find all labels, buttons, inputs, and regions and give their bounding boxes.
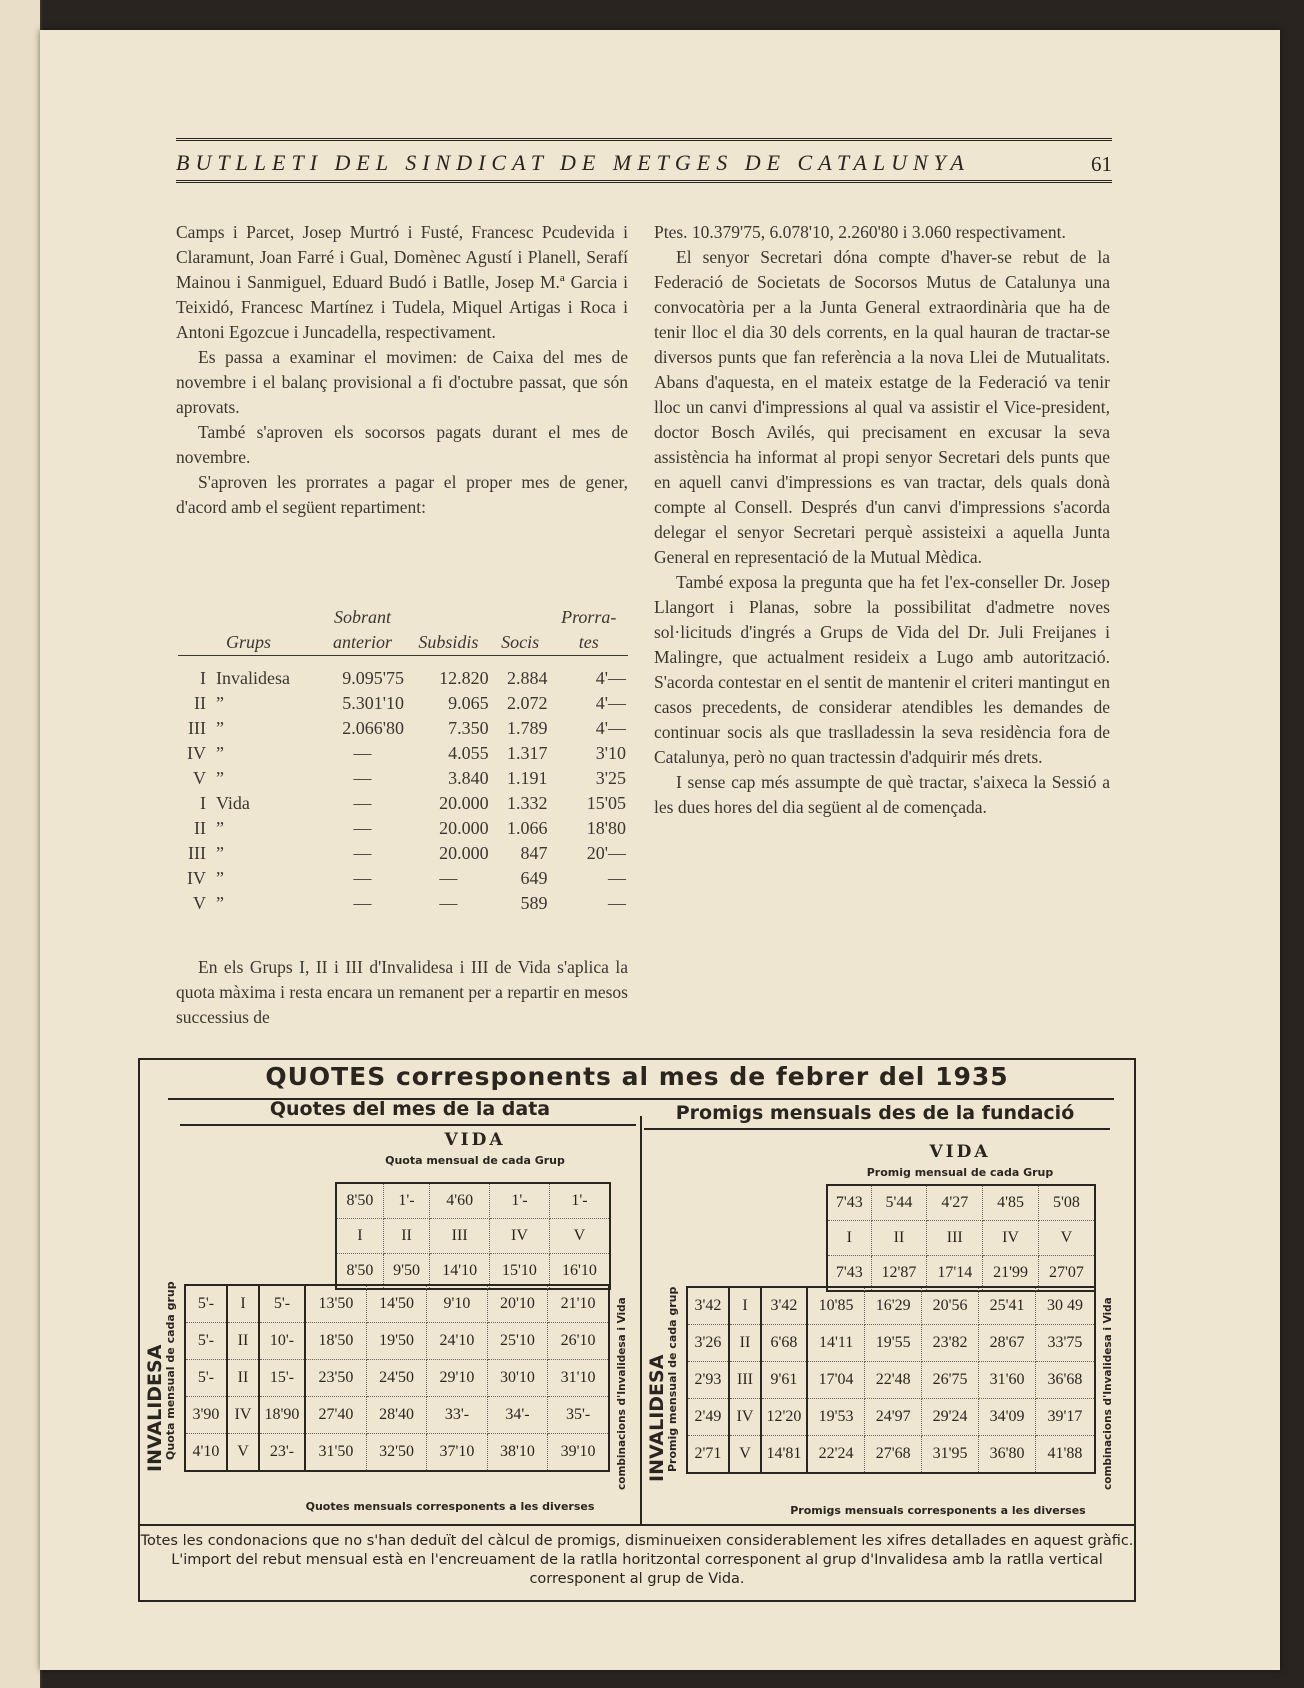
table-cell: — [353, 768, 372, 788]
table-cell: 3'10 [595, 743, 626, 763]
vida-quota-grid [826, 1184, 1096, 1292]
table-header: Socis [491, 629, 550, 656]
grid-cell: 14'81 [761, 1436, 807, 1474]
grid-cell: 7'43 [827, 1256, 871, 1292]
table-cell: 20.000 [439, 843, 489, 863]
grid-cell: 13'50 [305, 1285, 366, 1323]
grid-cell: 14'11 [807, 1325, 865, 1362]
table-row [178, 691, 628, 716]
table-header: Grups [178, 629, 319, 656]
note: Totes les condonacions que no s'han deduït del càlcul de promigs, disminueixen considerablement les xifres detallades en aquest gràfic. [140, 1533, 1134, 1549]
table-cell: ” [216, 868, 224, 888]
paragraph: I sense cap més assumpte de què tractar, s'aixeca la Sessió a les dues hores del dia següent al de començada. [654, 772, 1110, 817]
grid-cell: IV [729, 1399, 761, 1436]
table-cell: ” [216, 843, 224, 863]
grid-cell: 14'10 [430, 1254, 490, 1290]
grid-cell: 28'67 [979, 1325, 1036, 1362]
table-header [178, 605, 319, 629]
grid-cell: 27'40 [305, 1397, 366, 1434]
grid-cell: 36'80 [979, 1436, 1036, 1474]
table-cell: IV [187, 868, 206, 888]
grid-cell: 31'95 [922, 1436, 979, 1474]
table-cell: 12.820 [439, 668, 489, 688]
table-cell: 20.000 [439, 793, 489, 813]
grid-cell: II [227, 1323, 259, 1360]
grid-cell: 9'10 [427, 1285, 487, 1323]
table-cell: 2.072 [507, 693, 548, 713]
table-cell: — [439, 868, 458, 888]
table-cell: 3'25 [595, 768, 626, 788]
grid-cell: 39'17 [1035, 1399, 1095, 1436]
grid-cell: IV [983, 1221, 1039, 1256]
grid-row [185, 1285, 609, 1323]
running-header [176, 138, 1112, 184]
grid-cell: 24'50 [366, 1360, 426, 1397]
grid-cell: 14'50 [366, 1285, 426, 1323]
grid-cell: II [227, 1360, 259, 1397]
table-cell: Invalidesa [216, 668, 290, 688]
table-cell: — [353, 743, 372, 763]
grid-cell: 31'60 [979, 1362, 1036, 1399]
left-column [176, 220, 628, 520]
table-cell: 7.350 [448, 718, 489, 738]
panel-divider [640, 1116, 642, 1526]
vida-label: VIDA [444, 1130, 506, 1150]
table-cell: ” [216, 743, 224, 763]
grid-row [687, 1399, 1095, 1436]
paragraph: Ptes. 10.379'75, 6.078'10, 2.260'80 i 3.060 respectivament. [654, 222, 1066, 242]
journal-title: BUTLLETI DEL SINDICAT DE METGES DE CATALUNYA [176, 150, 970, 175]
table-cell: 847 [520, 843, 548, 863]
table-cell: 1.066 [507, 818, 548, 838]
grid-cell: 25'41 [979, 1287, 1036, 1325]
grid-cell: 31'50 [305, 1434, 366, 1472]
grid-cell: II [871, 1221, 927, 1256]
quotes-title: QUOTES corresponents al mes de febrer del 1935 [265, 1062, 1009, 1091]
grid-cell: 34'- [487, 1397, 547, 1434]
paragraph: En els Grups I, II i III d'Invalidesa i III de Vida s'aplica la quota màxima i resta encara un remanent per a repartir en mesos successius de [176, 957, 628, 1027]
table-cell: Vida [216, 793, 250, 813]
grid-cell: 20'56 [922, 1287, 979, 1325]
grid-cell: 15'- [259, 1360, 305, 1397]
grid-cell: 4'85 [983, 1185, 1039, 1221]
table-cell: 1.191 [507, 768, 548, 788]
grid-cell: 35'- [548, 1397, 609, 1434]
table-cell: 4.055 [448, 743, 489, 763]
table-cell: 589 [520, 893, 548, 913]
table-cell: 1.789 [507, 718, 548, 738]
table-cell: — [353, 843, 372, 863]
grid-cell: 3'26 [687, 1325, 729, 1362]
grid-cell: 29'24 [922, 1399, 979, 1436]
grid-cell: III [430, 1219, 490, 1254]
grid-cell: 7'43 [827, 1185, 871, 1221]
grid-cell: 23'- [259, 1434, 305, 1472]
grid-cell: 10'85 [807, 1287, 865, 1325]
table-cell: II [194, 818, 206, 838]
right-panel-heading: Promigs mensuals des de la fundació [675, 1102, 1075, 1124]
table-header: Prorra- [561, 606, 617, 627]
grid-cell: 22'24 [807, 1436, 865, 1474]
table-row [178, 791, 628, 816]
grid-cell: 16'29 [865, 1287, 922, 1325]
grid-cell: 4'10 [185, 1434, 227, 1472]
grid-row [185, 1360, 609, 1397]
table-cell: 18'80 [586, 818, 626, 838]
page-number: 61 [1091, 152, 1112, 176]
grid-cell: 4'27 [927, 1185, 983, 1221]
table-cell: III [188, 843, 206, 863]
combination-grid [686, 1286, 1096, 1474]
table-cell: 1.317 [507, 743, 548, 763]
table-cell: 9.095'75 [342, 668, 404, 688]
heading-rule [644, 1128, 1110, 1130]
grid-cell: I [227, 1285, 259, 1323]
grid-cell: V [549, 1219, 610, 1254]
table-header [491, 605, 550, 629]
grid-cell: 9'50 [383, 1254, 429, 1290]
grid-cell: IV [490, 1219, 550, 1254]
grid-cell: 37'10 [427, 1434, 487, 1472]
grid-cell: 1'- [549, 1183, 610, 1219]
table-row [178, 891, 628, 916]
table-cell: 1.332 [507, 793, 548, 813]
grid-cell: 1'- [383, 1183, 429, 1219]
grid-cell: 22'48 [865, 1362, 922, 1399]
table-cell: 20.000 [439, 818, 489, 838]
grid-cell: 15'10 [490, 1254, 550, 1290]
grid-cell: 25'10 [487, 1323, 547, 1360]
grid-row [827, 1185, 1095, 1221]
table-cell: 20'— [586, 843, 626, 863]
grid-cell: I [827, 1221, 871, 1256]
vida-sublabel: Quota mensual de cada Grup [385, 1154, 565, 1167]
combination-grid [184, 1284, 610, 1472]
grid-row [336, 1183, 610, 1219]
grid-cell: 21'10 [548, 1285, 609, 1323]
vida-sublabel: Promig mensual de cada Grup [866, 1166, 1054, 1179]
grid-cell: II [729, 1325, 761, 1362]
table-cell: V [193, 768, 206, 788]
grid-cell: 17'14 [927, 1256, 983, 1292]
grid-cell: 24'10 [427, 1323, 487, 1360]
paragraph: Es passa a examinar el movimen: de Caixa del mes de novembre i el balanç provisional a fi d'octubre passat, que són aprovats. [176, 347, 628, 417]
grid-cell: 23'82 [922, 1325, 979, 1362]
grid-cell: 26'75 [922, 1362, 979, 1399]
grid-cell: 21'99 [983, 1256, 1039, 1292]
table-cell: I [200, 793, 206, 813]
grid-cell: III [927, 1221, 983, 1256]
grid-cell: 5'- [185, 1323, 227, 1360]
table-cell: II [194, 693, 206, 713]
table-header [406, 605, 491, 629]
table-cell: 2.884 [507, 668, 548, 688]
vida-quota-grid [335, 1182, 611, 1290]
grid-cell: II [383, 1219, 429, 1254]
table-cell: ” [216, 818, 224, 838]
grid-row [827, 1221, 1095, 1256]
grid-cell: 2'49 [687, 1399, 729, 1436]
grid-cell: V [227, 1434, 259, 1472]
table-cell: — [439, 893, 458, 913]
table-cell: V [193, 893, 206, 913]
grid-cell: 38'10 [487, 1434, 547, 1472]
grid-row [687, 1362, 1095, 1399]
table-row [178, 666, 628, 691]
table-cell: 5.301'10 [342, 693, 404, 713]
invalidesa-sublabel: Promig mensual de cada grup [666, 1286, 679, 1472]
grid-cell: 34'09 [979, 1399, 1036, 1436]
grid-row [687, 1325, 1095, 1362]
grid-cell: 3'42 [687, 1287, 729, 1325]
table-cell: 9.065 [448, 693, 489, 713]
grid-cell: 24'97 [865, 1399, 922, 1436]
table-cell: 649 [520, 868, 548, 888]
grid-cell: 33'- [427, 1397, 487, 1434]
table-row [178, 741, 628, 766]
table-row [178, 816, 628, 841]
table-cell: — [353, 868, 372, 888]
table-row [178, 766, 628, 791]
table-cell: — [353, 818, 372, 838]
grid-cell: 1'- [490, 1183, 550, 1219]
grid-cell: 27'07 [1038, 1256, 1095, 1292]
grid-cell: 23'50 [305, 1360, 366, 1397]
grid-cell: 2'71 [687, 1436, 729, 1474]
grid-cell: 3'90 [185, 1397, 227, 1434]
grid-row [185, 1434, 609, 1472]
table-row [178, 841, 628, 866]
grid-cell: 16'10 [549, 1254, 610, 1290]
grid-cell: 33'75 [1035, 1325, 1095, 1362]
table-cell: IV [187, 743, 206, 763]
table-header: Sobrant [334, 606, 392, 627]
grid-cell: 19'50 [366, 1323, 426, 1360]
quotes-chart-box [138, 1058, 1136, 1602]
table-header: anterior [319, 629, 406, 656]
grid-cell: 18'50 [305, 1323, 366, 1360]
table-cell: 2.066'80 [342, 718, 404, 738]
grid-cell: 5'- [185, 1285, 227, 1323]
paragraph: També s'aproven els socorsos pagats durant el mes de novembre. [176, 422, 628, 467]
grid-cell: 32'50 [366, 1434, 426, 1472]
table-header: Subsidis [406, 629, 491, 656]
table-cell: — [353, 893, 372, 913]
grid-cell: 12'20 [761, 1399, 807, 1436]
table-cell: 3.840 [448, 768, 489, 788]
combinations-label: combinacions d'Invalidesa i Vida [1102, 1297, 1114, 1490]
grid-cell: 41'88 [1035, 1436, 1095, 1474]
grid-cell: III [729, 1362, 761, 1399]
invalidesa-label: INVALIDESA [144, 1344, 166, 1472]
grid-cell: V [1038, 1221, 1095, 1256]
grid-cell: 3'42 [761, 1287, 807, 1325]
chart-notes [140, 1524, 1134, 1589]
table-row [178, 866, 628, 891]
note: L'import del rebut mensual està en l'encreuament de la ratlla horitzontal corresponent al grup d'Invalidesa amb la ratlla vertical corresponent al grup de Vida. [171, 1552, 1103, 1587]
grid-cell: 5'- [259, 1285, 305, 1323]
table-cell: 4'— [595, 668, 626, 688]
grid-cell: I [336, 1219, 383, 1254]
grid-row [336, 1219, 610, 1254]
combinations-label: combinacions d'Invalidesa i Vida [616, 1297, 628, 1490]
left-column-continued [176, 955, 628, 1030]
paragraph: També exposa la pregunta que ha fet l'ex-conseller Dr. Josep Llangort i Planas, sobre la possibilitat d'admetre noves sol·licituds d'ingrés a Grups de Vida del Dr. Juli Freijanes i Malingre, que actualment resideix a Lugo amb autorització. S'acorda contestar en el sentit de mantenir el criteri mantingut en casos precedents, de considerar atendibles les demandes de continuar socis als que traslladessin la seva residència fora de Catalunya, però no quan tractessin d'adquirir més drets. [654, 572, 1110, 767]
grid-cell: 19'55 [865, 1325, 922, 1362]
table-header: tes [550, 629, 629, 656]
grid-cell: 9'61 [761, 1362, 807, 1399]
grid-cell: 5'44 [871, 1185, 927, 1221]
grid-cell: 20'10 [487, 1285, 547, 1323]
vida-label: VIDA [929, 1142, 991, 1162]
grid-cell: 2'93 [687, 1362, 729, 1399]
header-rule-top [176, 138, 1112, 141]
grid-cell: 10'- [259, 1323, 305, 1360]
right-column [654, 220, 1110, 820]
grid-cell: 39'10 [548, 1434, 609, 1472]
bottom-label: Quotes mensuals corresponents a les diverses [305, 1500, 595, 1513]
grid-cell: 8'50 [336, 1254, 383, 1290]
grid-cell: 18'90 [259, 1397, 305, 1434]
invalidesa-label: INVALIDESA [646, 1354, 668, 1482]
table-cell: — [353, 793, 372, 813]
table-cell: — [608, 868, 626, 888]
paragraph: S'aproven les prorrates a pagar el proper mes de gener, d'acord amb el següent repartiment: [176, 472, 628, 517]
grid-cell: 36'68 [1035, 1362, 1095, 1399]
grid-cell: 8'50 [336, 1183, 383, 1219]
grid-cell: I [729, 1287, 761, 1325]
grid-row [185, 1397, 609, 1434]
table-cell: ” [216, 718, 224, 738]
table-cell: — [608, 893, 626, 913]
grid-cell: 4'60 [430, 1183, 490, 1219]
grid-cell: 19'53 [807, 1399, 865, 1436]
table-cell: ” [216, 768, 224, 788]
grid-cell: 5'08 [1038, 1185, 1095, 1221]
facing-page-edge [0, 0, 42, 1688]
grid-row [185, 1323, 609, 1360]
grid-cell: 5'- [185, 1360, 227, 1397]
paragraph: El senyor Secretari dóna compte d'haver-se rebut de la Federació de Societats de Socorsos Mutus de Catalunya una convocatòria per a la Junta General extraordinària que ha de tenir lloc el dia 30 dels corrents, en la qual hauran de tractar-se diversos punts que fan referència a la nova Llei de Mutualitats. Abans d'aquesta, en el mateix estatge de la Federació va tenir lloc un canvi d'impressions al qual va assistir el Vice-president, doctor Bosch Avilés, qui precisament en excusar la seva assistència ha informat al propi senyor Secretari dels punts que en aquell canvi d'impressions es van tractar, dels quals donà compte al Consell. Després d'un canvi d'impressions s'acorda delegar el senyor Secretari perquè assisteixi a aquella Junta General en representació de la Mutual Mèdica. [654, 247, 1110, 567]
grid-row [687, 1287, 1095, 1325]
grid-cell: V [729, 1436, 761, 1474]
table-cell: ” [216, 693, 224, 713]
table-cell: I [200, 668, 206, 688]
grid-cell: 29'10 [427, 1360, 487, 1397]
table-cell: 4'— [595, 718, 626, 738]
grid-cell: 28'40 [366, 1397, 426, 1434]
prorrata-table [178, 605, 628, 916]
grid-cell: 27'68 [865, 1436, 922, 1474]
bottom-label: Promigs mensuals corresponents a les diverses [790, 1504, 1086, 1517]
grid-cell: 6'68 [761, 1325, 807, 1362]
table-cell: 15'05 [586, 793, 626, 813]
grid-cell: 12'87 [871, 1256, 927, 1292]
grid-cell: 31'10 [548, 1360, 609, 1397]
left-panel-heading: Quotes del mes de la data [269, 1098, 551, 1120]
table-row [178, 716, 628, 741]
grid-cell: 17'04 [807, 1362, 865, 1399]
heading-rule [180, 1124, 636, 1126]
invalidesa-sublabel: Quota mensual de cada grup [164, 1281, 177, 1460]
grid-cell: 30'10 [487, 1360, 547, 1397]
table-cell: ” [216, 893, 224, 913]
table-cell: III [188, 718, 206, 738]
grid-cell: 30 49 [1035, 1287, 1095, 1325]
header-rule-bottom [176, 180, 1112, 183]
grid-cell: 26'10 [548, 1323, 609, 1360]
paragraph: Camps i Parcet, Josep Murtró i Fusté, Francesc Pcudevida i Claramunt, Joan Farré i Gual, Domènec Agustí i Planell, Serafí Mainou i Sanmiguel, Eduard Budó i Batlle, Josep M.ª Garcia i Teixidó, Francesc Martínez i Tudela, Miquel Artigas i Roca i Antoni Egozcue i Juncadella, respectivament. [176, 222, 628, 342]
grid-cell: IV [227, 1397, 259, 1434]
grid-row [687, 1436, 1095, 1474]
table-cell: 4'— [595, 693, 626, 713]
